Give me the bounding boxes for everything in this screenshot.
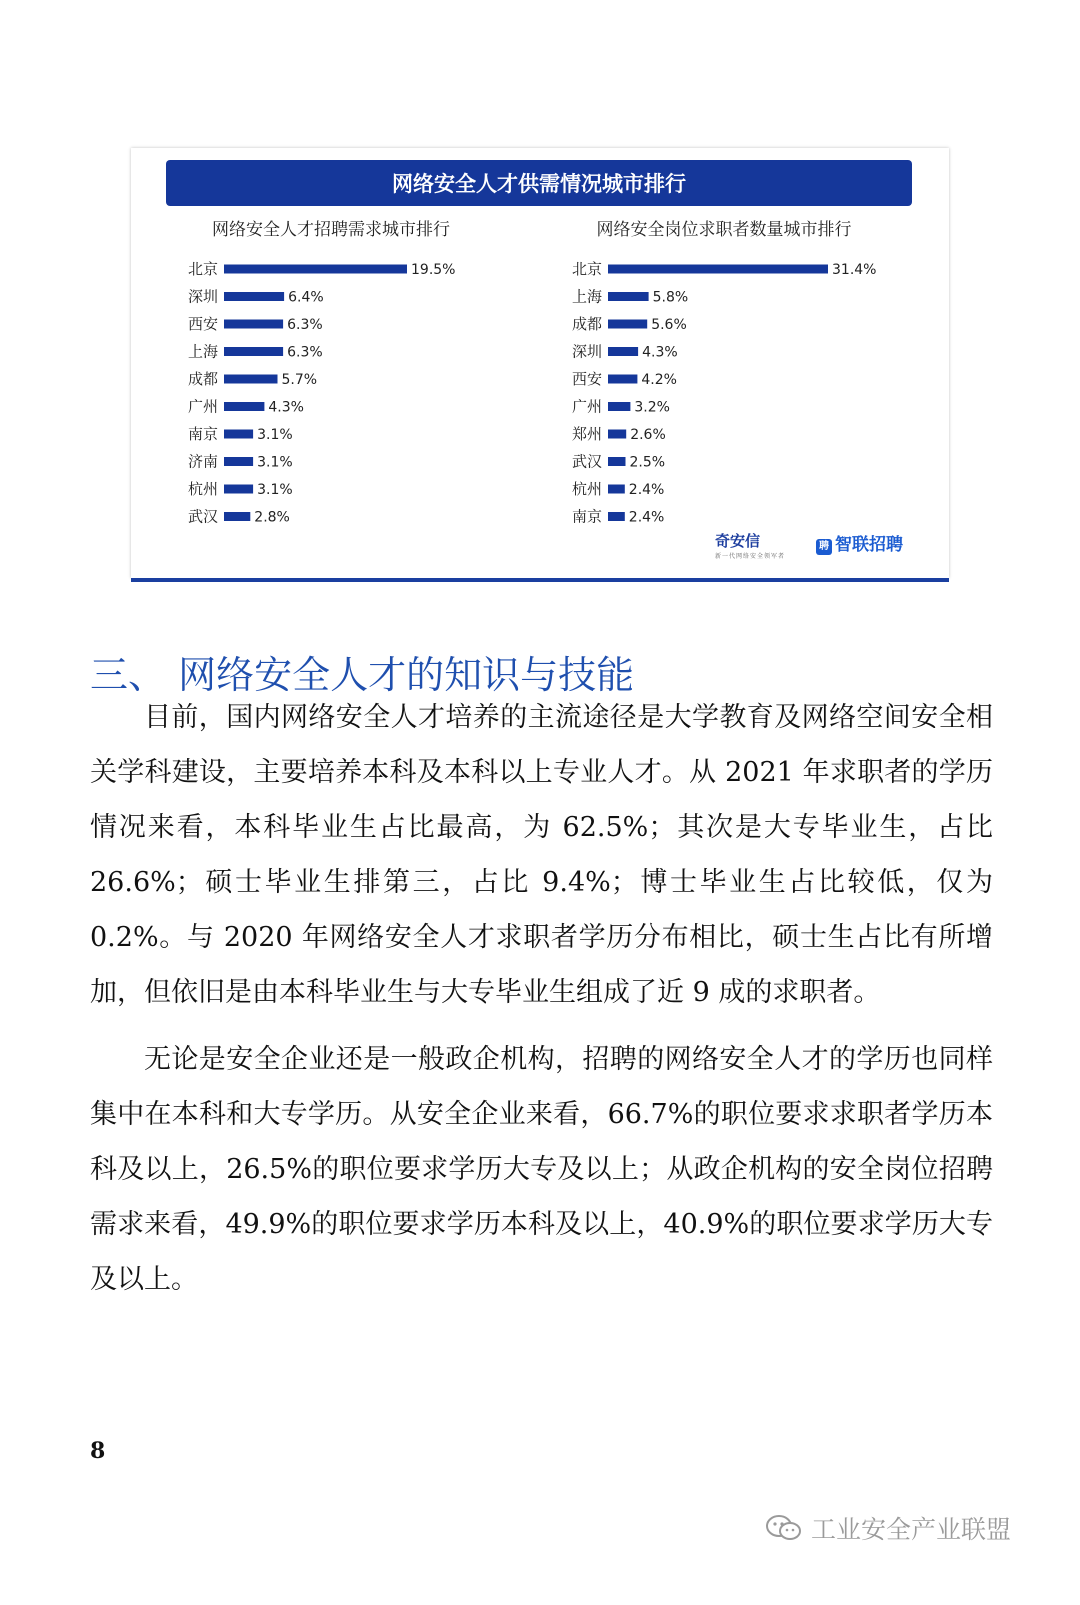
bar-value-label: 2.8% (254, 509, 290, 526)
bar (608, 457, 626, 466)
bar-value-label: 3.1% (257, 454, 293, 471)
bar-category-label: 杭州 (572, 480, 603, 498)
bar (608, 402, 630, 411)
bar (224, 320, 283, 329)
bar-category-label: 广州 (188, 397, 219, 416)
bar-category-label: 广州 (572, 397, 603, 416)
bar-value-label: 2.4% (628, 509, 665, 526)
bar (608, 430, 626, 439)
bar-category-label: 成都 (572, 315, 603, 333)
bar-category-label: 武汉 (188, 507, 219, 526)
bar-category-label: 南京 (572, 507, 603, 526)
bar (224, 347, 283, 356)
bar-category-label: 杭州 (188, 480, 219, 498)
bar (224, 292, 284, 301)
bar-value-label: 5.7% (281, 372, 318, 388)
qianxin-logo-subtitle: 新一代网络安全领军者 (715, 553, 786, 560)
bar (608, 292, 649, 301)
bar-value-label: 4.3% (268, 399, 304, 416)
bar-category-label: 上海 (572, 287, 603, 306)
bar-category-label: 郑州 (572, 425, 603, 443)
bar-value-label: 31.4% (832, 262, 877, 278)
zhilian-logo-text: 智联招聘 (835, 535, 903, 555)
watermark (765, 1510, 1011, 1546)
bar-value-label: 3.1% (257, 482, 293, 498)
bar (224, 430, 253, 439)
bar (224, 402, 264, 411)
bar (224, 457, 253, 466)
bar-value-label: 3.2% (634, 399, 670, 416)
bar-category-label: 上海 (188, 342, 219, 361)
qianxin-logo (715, 530, 785, 560)
paragraph-1: 目前，国内网络安全人才培养的主流途径是大学教育及网络空间安全相关学科建设，主要培养本科及本科以上专业人才。从 2021 年求职者的学历情况来看，本科毕业生占比最高，为 62.5%；其次是大专毕业生，占比 26.6%；硕士毕业生排第三，占比 9.4%；博士毕业生占比较低，仅为 0.2%。与 2020 年网络安全人才求职者学历分布相比，硕士生占比有所增加，但依旧是由本科毕业生与大专毕业生组成了近 9 成的求职者。 (90, 702, 993, 1008)
bar (224, 375, 278, 384)
bar (608, 375, 637, 384)
bar (608, 320, 647, 329)
section-heading: 三、 网络安全人才的知识与技能 (90, 652, 635, 697)
bar-value-label: 6.3% (287, 317, 323, 333)
bar (608, 347, 638, 356)
bar-category-label: 南京 (188, 425, 219, 443)
bar-category-label: 济南 (188, 452, 219, 471)
qianxin-logo-text: 奇安信 (715, 532, 761, 550)
bar-value-label: 2.5% (629, 454, 666, 471)
bar-category-label: 北京 (572, 260, 603, 278)
chart-subtitle-1: 网络安全人才招聘需求城市排行 (212, 220, 450, 240)
bar-category-label: 成都 (188, 370, 219, 388)
bar (224, 265, 407, 274)
watermark-text: 工业安全产业联盟 (811, 1515, 1012, 1544)
bar-value-label: 19.5% (411, 262, 456, 278)
bar-value-label: 2.4% (628, 482, 665, 498)
chart-subtitle-2: 网络安全岗位求职者数量城市排行 (596, 220, 852, 240)
bar-value-label: 6.4% (288, 289, 324, 306)
page-number: 8 (90, 1438, 106, 1464)
zhilian-logo (816, 530, 903, 555)
bar-charts (131, 148, 949, 578)
bar-value-label: 5.6% (651, 317, 687, 333)
bar (608, 265, 828, 274)
bar-category-label: 北京 (188, 260, 219, 278)
bar (224, 512, 250, 521)
bar-category-label: 深圳 (188, 287, 219, 306)
wechat-icon (765, 1514, 803, 1542)
bar-value-label: 4.3% (642, 344, 678, 361)
bar-value-label: 6.3% (287, 344, 323, 361)
bar-value-label: 5.8% (652, 289, 689, 306)
bar-value-label: 3.1% (257, 427, 293, 443)
zhilian-logo-icon: 聘 (816, 539, 832, 555)
bar-category-label: 西安 (188, 315, 219, 333)
paragraph-2: 无论是安全企业还是一般政企机构，招聘的网络安全人才的学历也同样集中在本科和大专学历。从安全企业来看，66.7%的职位要求求职者学历本科及以上，26.5%的职位要求学历大专及以上；从政企机构的安全岗位招聘需求来看，49.9%的职位要求学历本科及以上，40.9%的职位要求学历大专及以上。 (90, 1044, 993, 1295)
bar-value-label: 2.6% (630, 427, 666, 443)
chart-card (131, 148, 949, 578)
chart-title-banner: 网络安全人才供需情况城市排行 (166, 160, 912, 206)
bar (608, 485, 625, 494)
bar (608, 512, 625, 521)
bar-category-label: 武汉 (572, 452, 603, 471)
chart-bottom-rule (131, 578, 949, 582)
bar (224, 485, 253, 494)
bar-category-label: 西安 (572, 370, 603, 388)
bar-value-label: 4.2% (641, 372, 677, 388)
bar-category-label: 深圳 (572, 342, 603, 361)
